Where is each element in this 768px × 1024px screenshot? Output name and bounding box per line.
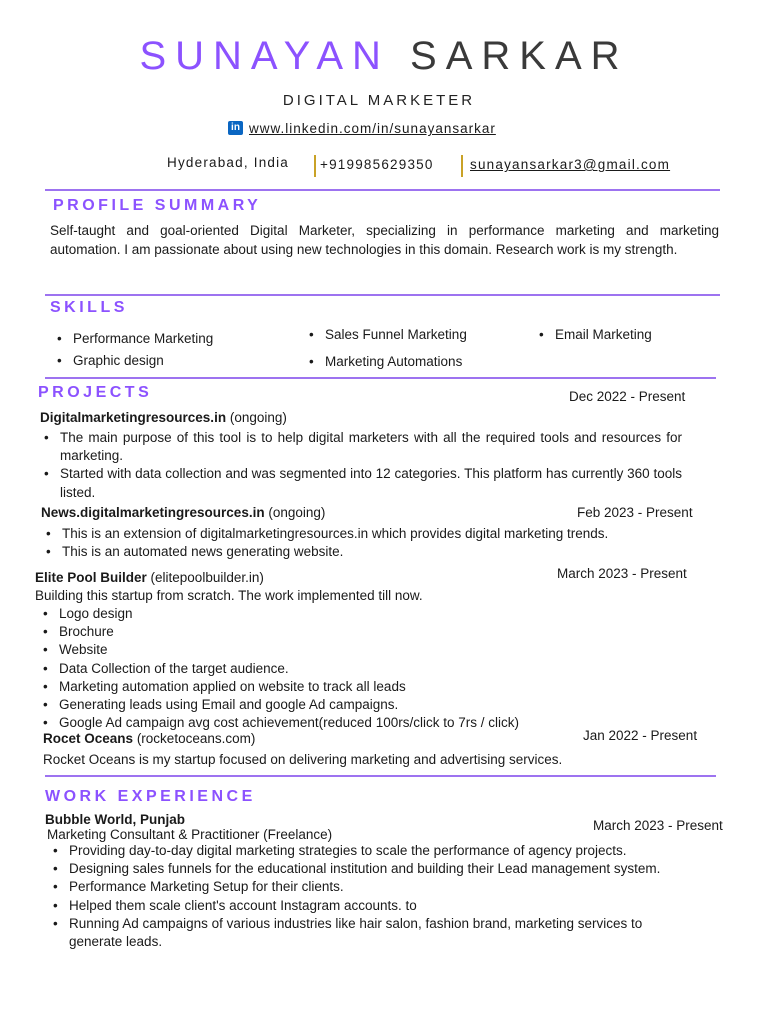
project-bullets bbox=[40, 429, 682, 502]
list-item: • Generating leads using Email and google Ad campaigns. bbox=[39, 696, 519, 714]
linkedin-url[interactable]: www.linkedin.com/in/sunayansarkar bbox=[249, 120, 496, 136]
profile-summary-text: Self-taught and goal-oriented Digital Marketer, specializing in performance marketing and marketing automation. I am passionate about using new technologies in this domain. Research work is my strength. bbox=[50, 223, 719, 257]
list-item: • Data Collection of the target audience. bbox=[39, 660, 519, 678]
work-experience-heading: WORK EXPERIENCE bbox=[45, 788, 256, 805]
contact-separator bbox=[461, 155, 463, 177]
skill-item: • Graphic design bbox=[53, 352, 213, 370]
email-link[interactable]: sunayansarkar3@gmail.com bbox=[470, 157, 671, 172]
list-item: • Designing sales funnels for the educational institution and building their Lead management system. bbox=[49, 860, 691, 878]
list-item: • Website bbox=[39, 641, 519, 659]
skills-column-3 bbox=[535, 326, 652, 344]
project-note: (elitepoolbuilder.in) bbox=[150, 570, 264, 585]
list-item: • Started with data collection and was segmented into 12 categories. This platform has currently 360 tools listed. bbox=[40, 465, 682, 501]
contact-separator bbox=[314, 155, 316, 177]
project-title bbox=[41, 504, 325, 522]
job-date: March 2023 - Present bbox=[593, 818, 723, 833]
project-description: Rocket Oceans is my startup focused on delivering marketing and advertising services. bbox=[43, 752, 563, 767]
project-name: Elite Pool Builder bbox=[35, 570, 147, 585]
project-title bbox=[35, 569, 264, 587]
project-name: Rocet Oceans bbox=[43, 731, 134, 746]
project-note: (ongoing) bbox=[229, 410, 287, 425]
project-name: News.digitalmarketingresources.in bbox=[41, 505, 265, 520]
profile-summary-heading: PROFILE SUMMARY bbox=[53, 197, 262, 214]
first-name: SUNAYAN bbox=[139, 34, 390, 78]
linkedin-link[interactable] bbox=[228, 120, 496, 136]
list-item: • Brochure bbox=[39, 623, 519, 641]
job-role: Marketing Consultant & Practitioner (Freelance) bbox=[47, 827, 333, 842]
company-name: Bubble World, Punjab bbox=[45, 812, 185, 827]
list-item: • This is an extension of digitalmarketingresources.in which provides digital marketing trends. bbox=[42, 525, 608, 543]
project-title bbox=[40, 409, 287, 427]
skill-item: • Sales Funnel Marketing bbox=[305, 326, 467, 344]
project-bullets bbox=[39, 605, 519, 732]
list-item: • Performance Marketing Setup for their clients. bbox=[49, 878, 691, 896]
list-item: • Logo design bbox=[39, 605, 519, 623]
list-item: • Helped them scale client's account Instagram accounts. to bbox=[49, 897, 691, 915]
project-date: Jan 2022 - Present bbox=[583, 728, 698, 743]
list-item: • Google Ad campaign avg cost achievement(reduced 100rs/click to 7rs / click) bbox=[39, 714, 519, 732]
skills-column-2 bbox=[305, 326, 467, 371]
skill-item: • Performance Marketing bbox=[53, 330, 213, 348]
linkedin-icon: in bbox=[228, 121, 243, 135]
location: Hyderabad, India bbox=[167, 155, 290, 170]
project-note: (rocketoceans.com) bbox=[136, 731, 256, 746]
list-item: • Running Ad campaigns of various industries like hair salon, fashion brand, marketing services to generate leads. bbox=[49, 915, 691, 951]
list-item: • The main purpose of this tool is to help digital marketers with all the required tools and resources for marketing. bbox=[40, 429, 682, 465]
skills-heading: SKILLS bbox=[50, 299, 128, 316]
job-title: DIGITAL MARKETER bbox=[282, 92, 476, 109]
project-bullets bbox=[42, 525, 608, 561]
section-divider bbox=[45, 189, 720, 191]
project-date: Dec 2022 - Present bbox=[569, 389, 686, 404]
last-name: SARKAR bbox=[410, 34, 629, 78]
project-date: March 2023 - Present bbox=[557, 566, 687, 581]
list-item: • Providing day-to-day digital marketing strategies to scale the performance of agency projects. bbox=[49, 842, 691, 860]
project-description: Building this startup from scratch. The work implemented till now. bbox=[35, 588, 423, 603]
list-item: • This is an automated news generating website. bbox=[42, 543, 608, 561]
project-date: Feb 2023 - Present bbox=[577, 505, 693, 520]
section-divider bbox=[45, 775, 716, 777]
skills-column-1 bbox=[53, 330, 213, 370]
skill-item: • Email Marketing bbox=[535, 326, 652, 344]
section-divider bbox=[45, 294, 720, 296]
project-name: Digitalmarketingresources.in bbox=[40, 410, 227, 425]
project-note: (ongoing) bbox=[268, 505, 326, 520]
candidate-name bbox=[0, 34, 768, 79]
phone: +919985629350 bbox=[320, 157, 434, 172]
job-bullets bbox=[49, 842, 691, 951]
projects-heading: PROJECTS bbox=[38, 384, 153, 401]
section-divider bbox=[45, 377, 716, 379]
project-title bbox=[43, 730, 255, 748]
skill-item: • Marketing Automations bbox=[305, 353, 467, 371]
list-item: • Marketing automation applied on website to track all leads bbox=[39, 678, 519, 696]
